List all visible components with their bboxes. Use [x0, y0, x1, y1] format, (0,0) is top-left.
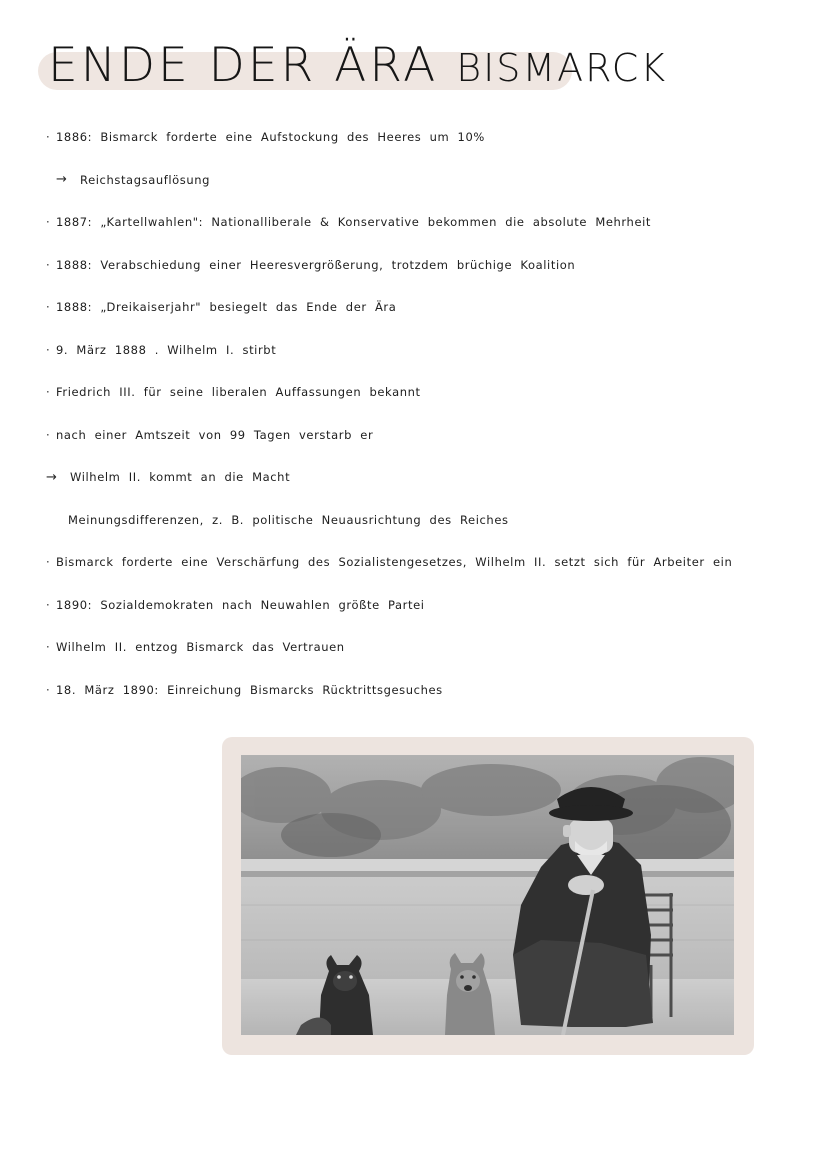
note-text: 1886: Bismarck forderte eine Aufstockung des Heeres um 10%	[56, 130, 485, 145]
note-text: Reichstagsauflösung	[80, 172, 211, 187]
note-text: 1888: „Dreikaiserjahr" besiegelt das Ende der Ära	[56, 300, 397, 315]
note-line	[46, 456, 786, 499]
note-line	[46, 201, 786, 244]
bullet-marker: ·	[46, 300, 51, 315]
note-text: Bismarck forderte eine Verschärfung des Sozialistengesetzes, Wilhelm II. setzt sich für Arbeiter ein	[56, 555, 733, 570]
note-text: 1888: Verabschiedung einer Heeresvergrößerung, trotzdem brüchige Koalition	[56, 257, 576, 272]
note-text: Wilhelm II. kommt an die Macht	[70, 470, 291, 485]
bullet-marker: ·	[46, 640, 51, 655]
arrow-marker: →	[46, 469, 58, 485]
note-text: 1890: Sozialdemokraten nach Neuwahlen größte Partei	[56, 597, 425, 612]
note-text: 1887: „Kartellwahlen": Nationalliberale & Konservative bekommen die absolute Mehrheit	[56, 215, 652, 230]
note-line	[46, 584, 786, 627]
note-line	[46, 626, 786, 669]
note-line	[46, 244, 786, 287]
title-main: ENDE DER ÄRA	[48, 38, 439, 93]
bullet-marker: ·	[46, 215, 51, 230]
note-line	[46, 159, 786, 202]
bullet-marker: ·	[46, 682, 51, 697]
historical-photo	[241, 755, 734, 1035]
note-text: nach einer Amtszeit von 99 Tagen verstarb er	[56, 427, 374, 442]
note-line	[46, 371, 786, 414]
note-text: Friedrich III. für seine liberalen Auffassungen bekannt	[56, 385, 421, 400]
page-title	[48, 40, 667, 92]
note-line	[46, 329, 786, 372]
bullet-marker: ·	[46, 555, 51, 570]
note-text: Wilhelm II. entzog Bismarck das Vertrauen	[56, 640, 345, 655]
arrow-marker: →	[56, 172, 68, 188]
bismarck-with-dogs-image	[241, 755, 734, 1035]
note-line	[46, 414, 786, 457]
note-line	[46, 499, 786, 542]
note-line	[46, 116, 786, 159]
note-text: 18. März 1890: Einreichung Bismarcks Rücktrittsgesuches	[56, 682, 443, 697]
bullet-marker: ·	[46, 385, 51, 400]
bullet-marker: ·	[46, 597, 51, 612]
title-name: BISMARCK	[456, 46, 668, 90]
note-line	[46, 541, 786, 584]
note-line	[46, 669, 786, 712]
note-line	[46, 286, 786, 329]
bullet-marker: ·	[46, 342, 51, 357]
bullet-marker: ·	[46, 130, 51, 145]
note-text: Meinungsdifferenzen, z. B. politische Neuausrichtung des Reiches	[68, 512, 509, 527]
bullet-marker: ·	[46, 257, 51, 272]
notes-list	[46, 116, 786, 711]
bullet-marker: ·	[46, 427, 51, 442]
note-text: 9. März 1888 . Wilhelm I. stirbt	[56, 342, 277, 357]
